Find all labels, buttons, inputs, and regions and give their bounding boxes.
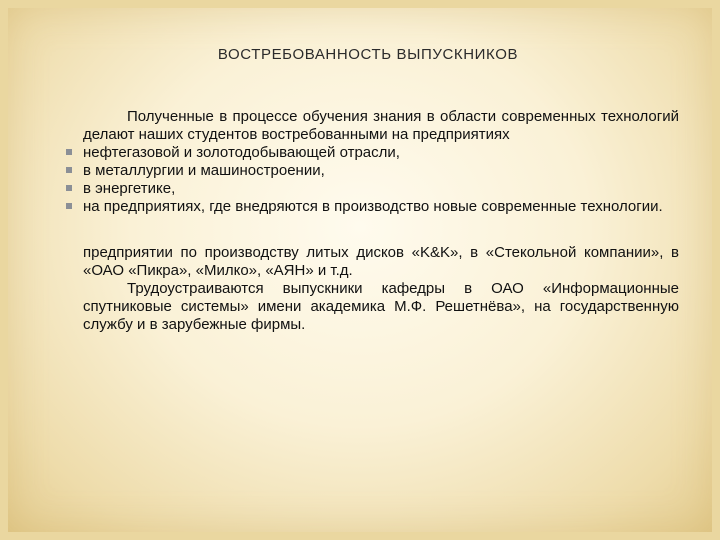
- list-item-text: нефтегазовой и золотодобывающей отрасли,: [83, 144, 400, 161]
- slide-body: [83, 108, 679, 334]
- list-item: [83, 162, 679, 180]
- list-item-text: в металлургии и машиностроении,: [83, 162, 325, 179]
- square-bullet-icon: [66, 185, 72, 191]
- square-bullet-icon: [66, 203, 72, 209]
- industry-list: [83, 144, 679, 216]
- square-bullet-icon: [66, 149, 72, 155]
- intro-paragraph: Полученные в процессе обучения знания в области современных технологий делают наших студентов востребованными на предприятиях: [83, 108, 679, 143]
- list-item-text: в энергетике,: [83, 180, 176, 197]
- slide-title: ВОСТРЕБОВАННОСТЬ ВЫПУСКНИКОВ: [217, 46, 519, 63]
- list-item: [83, 198, 679, 216]
- companies-paragraph: предприятии по производству литых дисков «K&K», в «Стекольной компании», в «ОАО «Пикра», «Милко», «АЯН» и т.д.: [83, 244, 679, 279]
- employment-paragraph: Трудоустраиваются выпускники кафедры в ОАО «Информационные спутниковые системы» имени академика М.Ф. Решетнёва», на государственную службу и в зарубежные фирмы.: [83, 280, 679, 333]
- list-item: [83, 144, 679, 162]
- list-item: [83, 180, 679, 198]
- square-bullet-icon: [66, 167, 72, 173]
- spacer: [83, 216, 679, 244]
- list-item-text: на предприятиях, где внедряются в производство новые современные технологии.: [83, 198, 663, 215]
